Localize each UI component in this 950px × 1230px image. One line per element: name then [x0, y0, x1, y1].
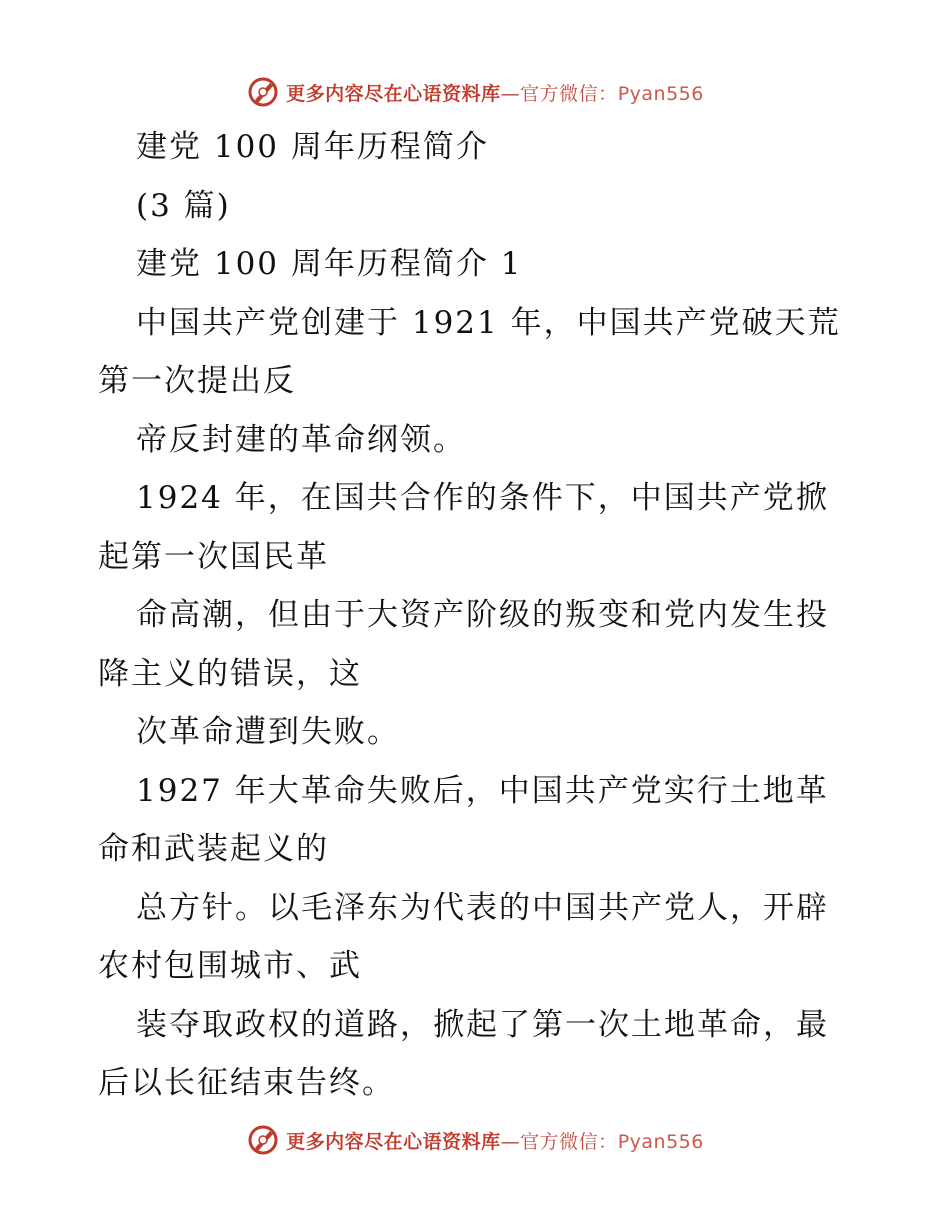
text-line: 1927 年大革命失败后，中国共产党实行土地革	[136, 772, 829, 809]
text-line: 降主义的错误，这	[98, 655, 362, 692]
text-line: 第一次提出反	[98, 363, 296, 399]
banner-official-text: 官方微信：	[520, 1130, 618, 1153]
footer-banner	[0, 1120, 950, 1160]
section-heading: 建党 100 周年历程简介 1	[136, 246, 523, 282]
pen-logo-icon	[246, 1123, 280, 1157]
banner-site-text: 更多内容尽在心语资料库	[286, 1130, 501, 1153]
text-line: 命高潮，但由于大资产阶级的叛变和党内发生投	[136, 597, 829, 633]
text-line: 帝反封建的革命纲领。	[136, 421, 466, 458]
banner-wechat-id: Pyan556	[617, 1130, 704, 1153]
text-line: 装夺取政权的道路，掀起了第一次土地革命，最	[136, 1006, 829, 1043]
text-line: 起第一次国民革	[98, 538, 329, 575]
document-title: 建党 100 周年历程简介	[136, 129, 489, 165]
banner-text	[286, 1127, 704, 1154]
banner-text	[286, 79, 704, 106]
pen-logo-icon	[246, 75, 280, 109]
text-line: 后以长征结束告终。	[98, 1065, 395, 1101]
banner-official-text: 官方微信：	[520, 82, 618, 105]
text-line: 农村包围城市、武	[98, 948, 362, 984]
text-line: 中国共产党创建于 1921 年，中国共产党破天荒	[136, 304, 841, 341]
text-line: 1924 年，在国共合作的条件下，中国共产党掀	[136, 480, 829, 516]
text-line: 命和武装起义的	[98, 831, 329, 867]
banner-site-text: 更多内容尽在心语资料库	[286, 82, 501, 105]
banner-dash: —	[500, 1130, 521, 1153]
banner-dash: —	[500, 82, 521, 105]
banner-wechat-id: Pyan556	[617, 82, 704, 105]
text-line: 次革命遭到失败。	[136, 714, 400, 750]
text-line: 总方针。以毛泽东为代表的中国共产党人，开辟	[136, 889, 829, 926]
header-banner	[0, 72, 950, 112]
document-subtitle: (3 篇)	[136, 187, 231, 224]
document-body	[98, 118, 868, 1113]
